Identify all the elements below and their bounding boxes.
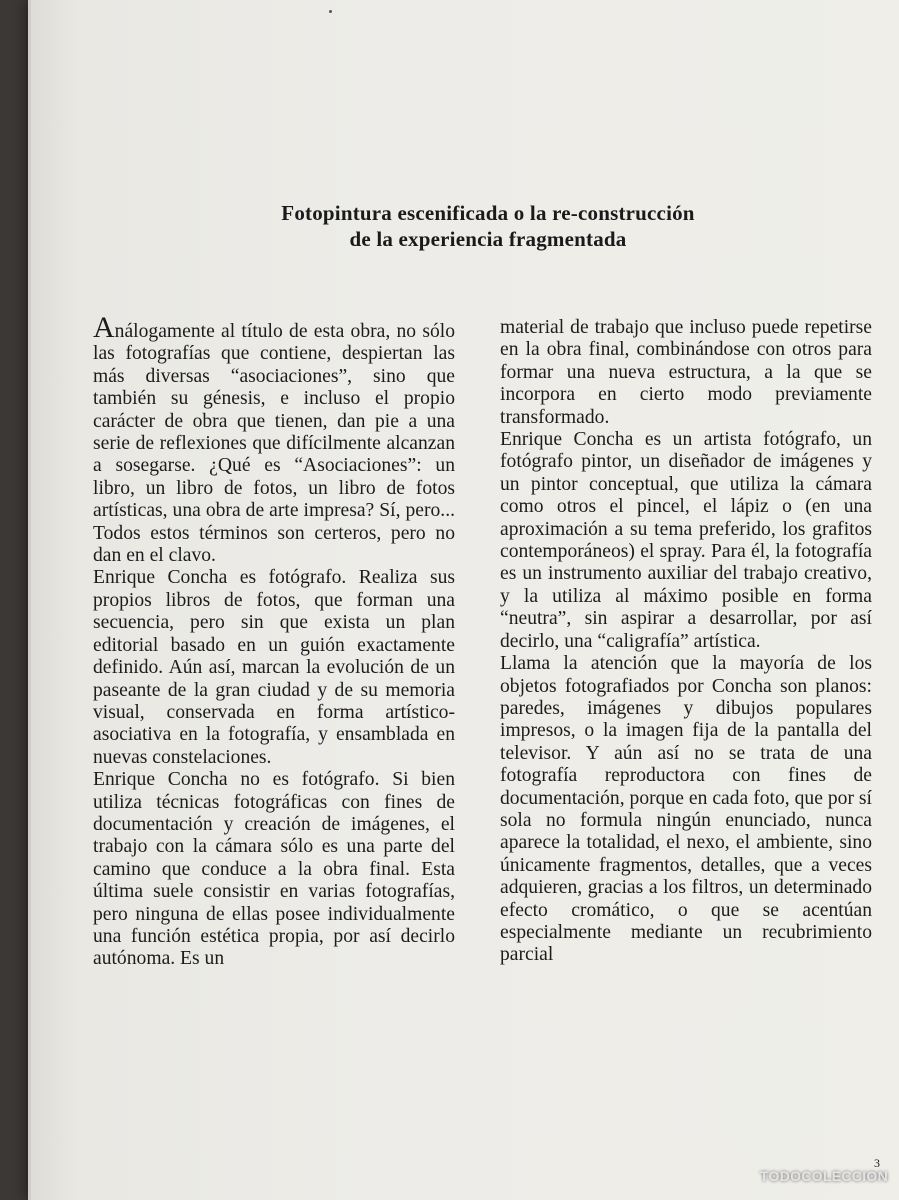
chapter-heading-line-1: Fotopintura escenificada o la re-construcción <box>281 201 695 225</box>
paragraph: material de trabajo que incluso puede repetirse en la obra final, combinándose con otros para formar una nueva estructura, a la que se incorpora en cierto modo previamente transformado. <box>500 317 872 428</box>
paragraph: Enrique Concha es un artista fotógrafo, un fotógrafo pintor, un diseñador de imágenes y un pintor conceptual, que utiliza la cámara como otros el pincel, el lápiz o (en una aproximación a su tema preferido, los grafitos contemporáneos) el spray. Para él, la fotografía es un instrumento auxiliar del trabajo creativo, y la utiliza al máximo posible en forma “neutra”, sin aspirar a desarrollar, por así decirlo, una “caligrafía” artística. <box>500 429 872 652</box>
text-column-left <box>93 311 455 971</box>
chapter-heading <box>188 200 788 252</box>
paragraph: Enrique Concha es fotógrafo. Realiza sus propios libros de fotos, que forman una secuencia, pero sin que exista un plan editorial basado en un guión exactamente definido. Aún así, marcan la evolución de un paseante de la gran ciudad y de su memoria visual, conservada en forma artístico-asociativa en la fotografía, y ensamblada en nuevas constelaciones. <box>93 567 455 768</box>
watermark: TODOCOLECCION <box>759 1168 888 1184</box>
paragraph <box>93 311 455 567</box>
book-page <box>28 0 899 1200</box>
chapter-heading-line-2: de la experiencia fragmentada <box>349 227 627 251</box>
page-number: 3 <box>874 1156 880 1170</box>
drop-cap: A <box>93 311 115 344</box>
paragraph: Llama la atención que la mayoría de los objetos fotografiados por Concha son planos: paredes, imágenes y dibujos populares impresos, o la imagen fija de la pantalla del televisor. Y aún así no se trata de una fotografía reproductora con fines de documentación, porque en cada foto, que por sí sola no formula ningún enunciado, nunca aparece la totalidad, el nexo, el ambiente, sino únicamente fragmentos, detalles, que a veces adquieren, gracias a los filtros, un determinado efecto cromático, o que se acentúan especialmente mediante un recubrimiento parcial <box>500 653 872 966</box>
paragraph-text: nálogamente al título de esta obra, no sólo las fotografías que contiene, despiertan las más diversas “asociaciones”, sino que también su génesis, e incluso el propio carácter de obra que tienen, dan pie a una serie de reflexiones que difícilmente alcanzan a sosegarse. ¿Qué es “Asociaciones”: un libro, un libro de fotos, un libro de fotos artísticas, una obra de arte impresa? Sí, pero... Todos estos términos son certeros, pero no dan en el clavo. <box>93 321 455 567</box>
paper-speck <box>329 10 332 13</box>
paragraph: Enrique Concha no es fotógrafo. Si bien utiliza técnicas fotográficas con fines de documentación y creación de imágenes, el trabajo con la cámara sólo es una parte del camino que conduce a la obra final. Esta última suele consistir en varias fotografías, pero ninguna de ellas posee individualmente una función estética propia, por así decirlo autónoma. Es un <box>93 769 455 970</box>
text-column-right <box>500 317 872 967</box>
page-binding-edge <box>28 0 31 1200</box>
